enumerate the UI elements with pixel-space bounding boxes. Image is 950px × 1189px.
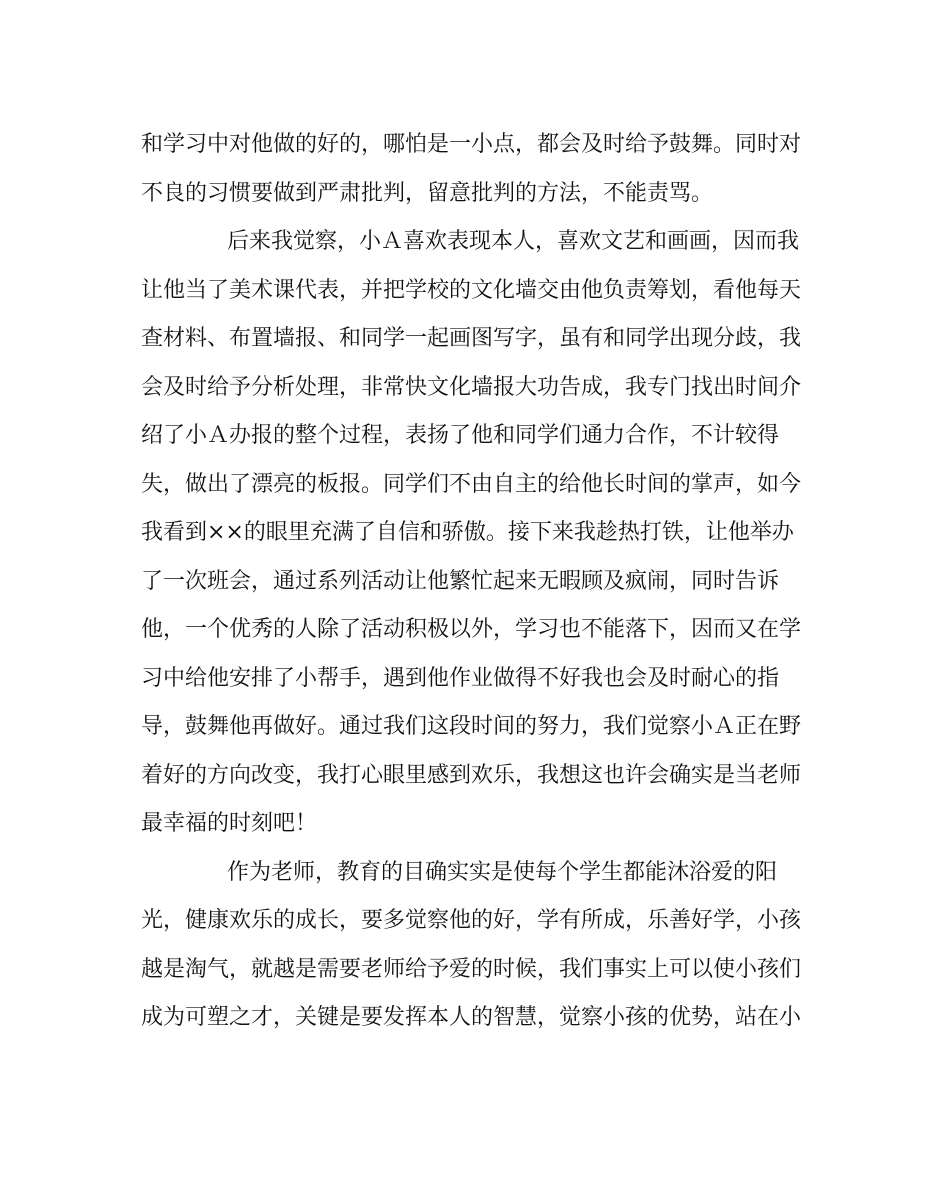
paragraph-2-line-1: 后来我觉察，小Ａ喜欢表现本人，喜欢文艺和画画，因而我 bbox=[227, 229, 800, 254]
paragraph-2-line-4: 会及时给予分析处理，非常快文化墙报大功告成，我专门找出时间介 bbox=[141, 374, 802, 400]
paragraph-2-line-3: 查材料、布置墙报、和同学一起画图写字，虽有和同学出现分歧，我 bbox=[141, 326, 802, 351]
paragraph-2-line-12: 着好的方向改变，我打心眼里感到欢乐，我想这也许会确实是当老师 bbox=[141, 762, 802, 788]
paragraph-2-line-8: 了一次班会，通过系列活动让他繁忙起来无暇顾及疯闹，同时告诉 bbox=[141, 568, 780, 594]
paragraph-3-line-1: 作为老师，教育的目确实实是使每个学生都能沐浴爱的阳 bbox=[227, 859, 778, 885]
paragraph-2-line-11: 导，鼓舞他再做好。通过我们这段时间的努力，我们觉察小Ａ正在野 bbox=[141, 714, 802, 739]
paragraph-1-line-2: 不良的习惯要做到严肃批判，留意批判的方法，不能责骂。 bbox=[141, 180, 714, 206]
paragraph-2-line-5: 绍了小Ａ办报的整个过程，表扬了他和同学们通力合作，不计较得 bbox=[141, 423, 780, 448]
paragraph-1-line-1: 和学习中对他做的好的，哪怕是一小点，都会及时给予鼓舞。同时对 bbox=[141, 132, 802, 157]
paragraph-3-line-2: 光，健康欢乐的成长，要多觉察他的好，学有所成，乐善好学，小孩 bbox=[141, 908, 802, 933]
paragraph-2-line-13: 最幸福的时刻吧！ bbox=[141, 811, 318, 836]
body-text bbox=[141, 121, 801, 1043]
paragraph-2-line-6: 失，做出了漂亮的板报。同学们不由自主的给他长时间的掌声，如今 bbox=[141, 471, 802, 497]
paragraph-3-line-4: 成为可塑之才，关键是要发挥本人的智慧，觉察小孩的优势，站在小 bbox=[141, 1005, 802, 1030]
paragraph-3-line-3: 越是淘气，就越是需要老师给予爱的时候，我们事实上可以使小孩们 bbox=[141, 956, 802, 982]
paragraph-2-line-9: 他，一个优秀的人除了活动积极以外，学习也不能落下，因而又在学 bbox=[141, 617, 802, 642]
paragraph-2-line-2: 让他当了美术课代表，并把学校的文化墙交由他负责筹划，看他每天 bbox=[141, 277, 802, 303]
paragraph-2-line-10: 习中给他安排了小帮手，遇到他作业做得不好我也会及时耐心的指 bbox=[141, 665, 780, 691]
paragraph-2-line-7: 我看到××的眼里充满了自信和骄傲。接下来我趁热打铁，让他举办 bbox=[141, 520, 794, 545]
